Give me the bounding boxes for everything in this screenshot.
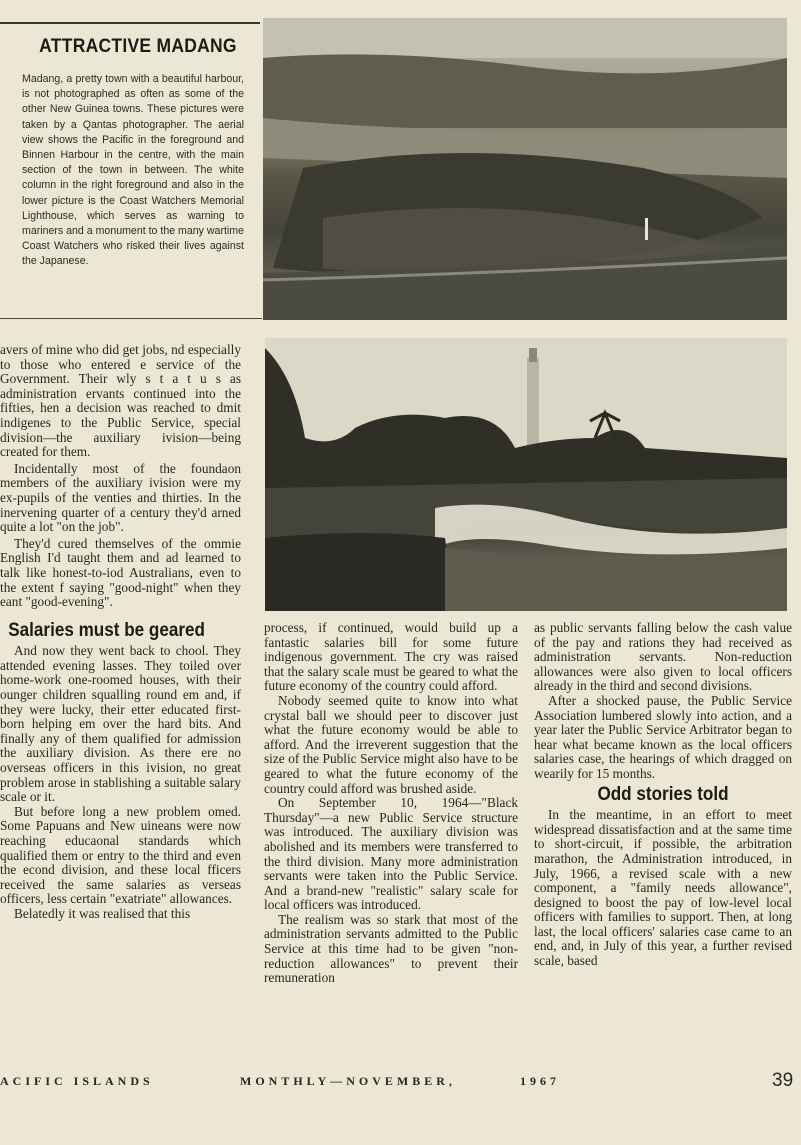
- aerial-photo-drawing: [263, 18, 787, 320]
- paragraph: In the meantime, in an effort to meet widespread dissatisfaction and at the same time to short-circuit, if possible, the arbitration marathon, the Administration introduced, in July, 1966, a revised scale with a new component, a "family needs allowance", designed to boost the pay of low-level local officers with families to support. Then, at long last, the local officers' salaries case came to an end, and, in July of this year, a further revised scale, based: [534, 807, 792, 969]
- paragraph: avers of mine who did get jobs, nd especially to those who entered e service of the Government. Their wly s t a t u s as administration ervants continued into the fifties, hen a decision was reached to dmit indigenes to the Public Service, special division—the auxiliary ivision—being created for them.: [0, 342, 241, 460]
- paragraph: On September 10, 1964—"Black Thursday"—a new Public Service structure was introduced. The auxiliary division was abolished and its members were transferred to the third division. Many more administration servants were taken into the Public Service. And a brand-new "realistic" salary scale for local officers was introduced.: [264, 795, 518, 913]
- caption-title: ATTRACTIVE MADANG: [39, 36, 237, 57]
- paragraph: They'd cured themselves of the ommie English I'd taught them and ad learned to talk like honest-to-iod Australians, even to the extent f saying "good-night" when they eant "good-evening".: [0, 535, 241, 610]
- paragraph: Belatedly it was realised that this: [14, 905, 191, 921]
- section-heading: Odd stories told: [597, 783, 729, 805]
- lighthouse-photo: [265, 338, 787, 611]
- text-column-3: [534, 621, 792, 969]
- photo-caption: [0, 26, 258, 270]
- paragraph: as public servants falling below the cash value of the pay and rations they had received as administration servants. Non-reduction allowances were also given to local officers already in the third and second divisions.: [534, 620, 792, 694]
- paragraph: But before long a new problem omed. Some Papuans and New uineans were now reaching educaonal standards which qualified them or entry to the third and even the econd division, and these local fficers received the same salaries as verseas officers, less certain "exatriate" allowances.: [0, 803, 241, 907]
- page-number: 39: [772, 1070, 794, 1091]
- paragraph: Nobody seemed quite to know into what crystal ball we should peer to discover just what the future economy would be able to afford. And the irreverent suggestion that the size of the Public Service might also have to be geared to what the future economy of the country could afford was brushed aside.: [264, 692, 518, 796]
- paragraph: Incidentally most of the foundaon members of the auxiliary ivision were my ex-pupils of the venties and thirties. In the inervening quarter of a century they'd arned quite a lot "on the job".: [0, 460, 241, 535]
- footer-year: 1967: [520, 1074, 560, 1088]
- lighthouse-photo-drawing: [265, 338, 787, 611]
- paragraph: After a shocked pause, the Public Service Association lumbered slowly into action, and a year later the Public Service Arbitrator began to hear what became known as the local officers salaries case, the hearings of which dragged on wearily for 15 months.: [534, 692, 792, 781]
- text-column-2: [264, 621, 518, 986]
- paragraph: The realism was so stark that most of the administration servants admitted to the Public Service at this time had to be given "non-reduction allowances" to prevent their remuneration: [264, 911, 518, 986]
- aerial-photo-madang: [263, 18, 787, 320]
- caption-text: Madang, a pretty town with a beautiful harbour, is not photographed as often as some of the other New Guinea towns. These pictures were taken by a Qantas photographer. The aerial view shows the Pacific in the foreground and Binnen Harbour in the centre, with the main section of the town in between. The white column in the right foreground and also in the lower picture is the Coast Watchers Memorial Lighthouse, which serves as warning to mariners and a monument to the many wartime Coast Watchers who risked their lives against the Japanese.: [22, 73, 244, 268]
- caption-rule: [0, 318, 262, 319]
- text-column-1: [0, 343, 241, 922]
- page-footer: [0, 1072, 801, 1094]
- footer-magazine-name: ACIFIC ISLANDS: [0, 1074, 154, 1088]
- paragraph: process, if continued, would build up a fantastic salaries bill for some future indigenous government. The cry was raised that the salary scale must be geared to what the future economy of the country could afford.: [264, 620, 518, 694]
- paragraph: And now they went back to chool. They attended evening lasses. They toiled over home-work one-roomed houses, with their ounger children squalling round em and, if they were lucky, their etter educated first-born helping em over the hard bits. And finally any of them qualified for admission the auxiliary division. As there ere no overseas officers in this ivision, no great problem arose in stablishing a suitable salary scale or it.: [0, 643, 241, 805]
- section-heading: Salaries must be geared: [8, 619, 205, 641]
- top-rule: [0, 22, 260, 24]
- footer-issue: MONTHLY—NOVEMBER,: [240, 1074, 456, 1088]
